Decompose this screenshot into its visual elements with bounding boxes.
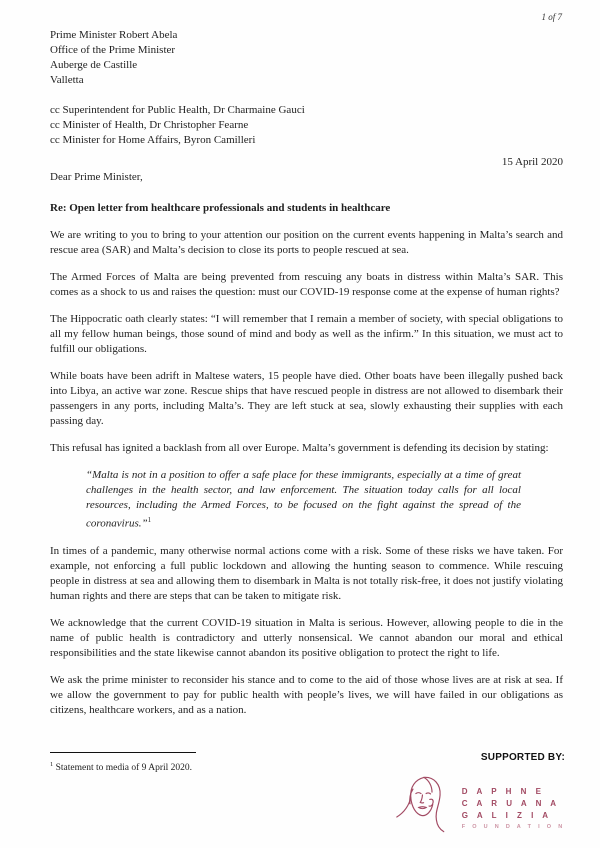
footnote-text: Statement to media of 9 April 2020. [53, 763, 193, 774]
paragraph: While boats have been adrift in Maltese waters, 15 people have died. Other boats have been illegally pushed back into Libya, an active war zone. Rescue ships that have rescued people in distress are not allowed to disembark their passengers in any ports, including Malta’s. They are left stuck at sea, slowly exhausting their supplies with each passing day. [50, 370, 563, 427]
letter-date: 15 April 2020 [501, 156, 563, 168]
recipient-address [50, 28, 563, 88]
paragraph: We ask the prime minister to reconsider his stance and to come to the aid of those whose lives are at risk at sea. If we allow the government to pay for public health with people’s lives, we will have failed in our obligations as citizens, healthcare workers, and as a nation. [50, 673, 563, 716]
paragraph: This refusal has ignited a backlash from all over Europe. Malta’s government is defending its decision by stating: [50, 442, 549, 454]
foundation-sub-line: F O U N D A T I O N [461, 823, 565, 830]
salutation: Dear Prime Minister, [50, 171, 143, 183]
recipient-line: Auberge de Castille [50, 59, 138, 71]
cc-line: cc Superintendent for Public Health, Dr Charmaine Gauci [50, 104, 305, 116]
foundation-wordmark [462, 786, 565, 832]
recipient-line: Valletta [50, 74, 84, 86]
recipient-line: Office of the Prime Minister [50, 44, 176, 56]
quote-text: “Malta is not in a position to offer a safe place for these immigrants, especially at a time of great challenges in the health sector, and law enforcement. The situation today calls for all local resources, including the Armed Forces, to be focused on the fight against the spread of the coronavirus.” [86, 469, 521, 530]
supported-by-label: SUPPORTED BY: [480, 752, 565, 763]
government-quote [86, 468, 521, 532]
cc-line: cc Minister of Health, Dr Christopher Fearne [50, 119, 249, 131]
footnote-reference: 1 [147, 516, 152, 524]
supported-by-block [385, 750, 565, 844]
cc-line: cc Minister for Home Affairs, Byron Camilleri [50, 134, 256, 146]
paragraph: We are writing to you to bring to your attention our position on the current events happening in Malta’s search and rescue area (SAR) and Malta’s decision to close its ports to people rescued at sea. [50, 229, 563, 256]
footnote-marker: 1 [50, 761, 54, 768]
paragraph: The Hippocratic oath clearly states: “I will remember that I remain a member of society, with special obligations to all my fellow human beings, those sound of mind and body as well as the infirm.” In this situation, we must act to fulfill our obligations. [50, 313, 563, 355]
foundation-name-line: G A L I Z I A [461, 810, 552, 820]
footnote-divider [50, 752, 196, 753]
foundation-logo [385, 773, 565, 844]
subject-line: Re: Open letter from healthcare professionals and students in healthcare [50, 202, 391, 214]
footnote-area [50, 752, 350, 775]
paragraph: We acknowledge that the current COVID-19 situation in Malta is serious. However, allowing people to die in the name of public health is contradictory and utterly nonsensical. We cannot abandon our moral and ethical responsibilities and the state likewise cannot abandon its positive obligation to protect the right to life. [50, 616, 563, 659]
paragraph: In times of a pandemic, many otherwise normal actions come with a risk. Some of these risks we have taken. For example, not enforcing a full public lockdown and allowing the hunting season to commence. While rescuing people in distress at sea and allowing them to disembark in Malta is not totally risk-free, it does not justify violating human rights and there are steps that can be taken to mitigate risk. [50, 544, 563, 602]
foundation-name-line: C A R U A N A [461, 798, 560, 808]
page-number: 1 of 7 [541, 12, 562, 22]
cc-list [50, 103, 563, 148]
paragraph: The Armed Forces of Malta are being prevented from rescuing any boats in distress within Malta’s SAR. This comes as a shock to us and raises the question: must our COVID-19 response come at the expense of human rights? [50, 271, 563, 298]
letter-body [50, 28, 563, 729]
footnote [50, 758, 350, 775]
foundation-name-line: D A P H N E [461, 786, 545, 796]
daphne-portrait-icon [388, 773, 454, 844]
recipient-line: Prime Minister Robert Abela [50, 29, 178, 41]
